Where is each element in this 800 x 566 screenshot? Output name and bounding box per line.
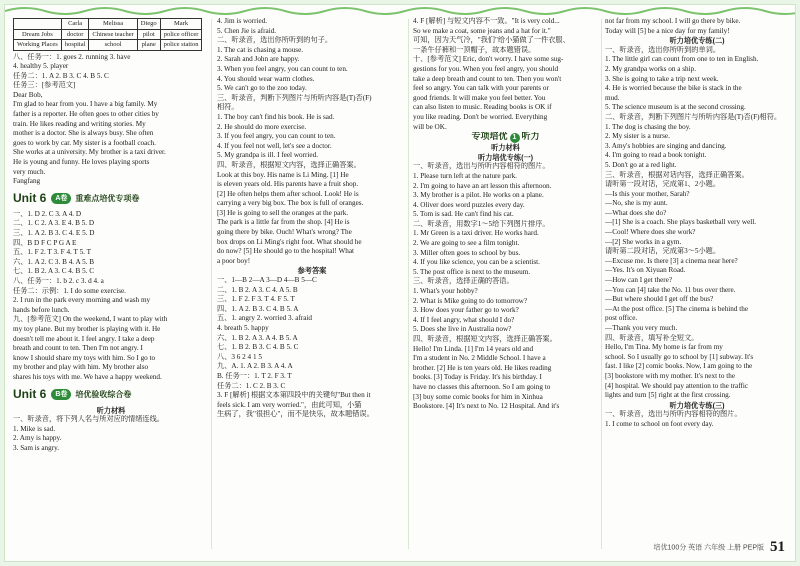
column-3: 4. F [解析] 与短文内容不一致。"It is very cold... So we make a coat, some jeans and a hat for it." 可知，因为天气冷，"我们"给小猫做了一件衣服、 一条牛仔裤和一顶帽子，故本题错误。 十、[参考范文] Eric, don't worry. I have some sug- gestions for you. When you feel angry, you should take a deep breath and count to ten. Then you won't feel so angry. You can talk with your parents or good friends. It will make you feel better. You can also listen to music. Reading books is OK if you like reading. Don't be worried. Everything will be OK. 专项培优 1 听力 听力材料 听力培优专练(一) 一、听录音，选出与所听内容相符的图片。 1. Please turn left at the nature park. 2. I'm going to have an art lesson this afternoon. 3. My brother is a pilot. He works on a plane. 4. Oliver does word puzzles every day. 5. Tom is sad. He can't find his cat. 二、听录音，用数字1～5给下列图片排序。 1. Mr Green is a taxi driver. He works hard. 2. We are going to see a film tonight. 3. Miller often goes to school by bus. 4. If you like science, you can be a scientist. 5. The post office is next to the museum. 三、听录音，选择正确的答语。 1. What's your hobby? 2. What is Mike going to do tomorrow? 3. How does your father go to work? 4. If I feel angry, what should I do? 5. Does she live in Australia now? 四、听录音，根据短文内容，选择正确答案。 Hello! I'm Linda. [1] I'm 14 years old and I'm a student in No. 2 Middle School. I have a brother. [2] He is ten years old. He likes reading books. [3] Today is Friday. It's his birthday. I have no classes this afternoon. So I am going to [3] buy some comic books for him in Xinhua Bookstore. [4] It's next to No. 12 Hospital. And it's	[413, 17, 598, 412]
column-2: 4. Jim is worried. 5. Chen Jie is afraid. 二、听录音，选出你所听到的句子。 1. The cat is chasing a mouse. 2. Sarah and John are happy. 3. When you feel angry, you can count to ten. 4. You should wear warm clothes. 5. We can't go to the zoo today. 三、听录音，判断下列图片与所听内容是(T)否(F) 相符。 1. The boy can't find his book. He is sad. 2. He should do more exercise. 3. If you feel angry, you can count to ten. 4. If you feel not well, let's see a doctor. 5. My grandpa is ill. I feel worried. 四、听录音，根据短文内容，选择正确答案。 Look at this boy. His name is Li Ming. [1] He is eleven years old. His parents have a fruit shop. [2] He often helps them after school. Look! He is carrying a very big box. The box is full of oranges. [3] He is going to sell the oranges at the park. The park is a little far from the shop. [4] He is going there by bike. Ouch! What's wrong? The box drops on Li Ming's right foot. What should he do now? [5] He should go to the hospital! What a poor boy! 参考答案 一、1—B 2—A 3—D 4—B 5—C 二、1. B 2. A 3. C 4. A 5. B 三、1. F 2. F 3. T 4. F 5. T 四、1. A 2. B 3. C 4. B 5. A 五、1. angry 2. worried 3. afraid 4. breath 5. happy 六、1. B 2. A 3. A 4. B 5. A 七、1. B 2. B 3. C 4. B 5. C 八、3 6 2 4 1 5 九、A. 1. A 2. B 3. A 4. A B. 任务一：1. T 2. F 3. T 任务二：1. C 2. B 3. C 3. F [解析] 根据文本第四段中的关键句"But then it feels sick. I am very worried."，由此可知，小猫 生病了，我"很担心"，而不是快乐，故本题错误。	[217, 17, 374, 419]
column-4: not far from my school. I will go there by bike. Today will [5] be a nice day for my family! 听力培优专练(二) 一、听录音，选出你所听到的单词。 1. The little girl can count from one to ten in English. 2. My grandpa works on a ship. 3. She is going to take a trip next week. 4. He is worried because the bike is stack in the mud. 5. The science museum is at the second crossing. 二、听录音，判断下列图片与所听内容是(T)否(F)相符。 1. The dog is chasing the boy. 2. My sister is a nurse. 3. Amy's hobbies are singing and dancing. 4. I'm going to read a book tonight. 5. Don't go at a red light. 三、听录音，根据对话内容，选择正确答案。 请听第一段对话，完成第1、2小题。 —Is this your mother, Sarah? —No, she is my aunt. —What does she do? —[1] She is a coach. She plays basketball very well. —Cool! Where does she work? —[2] She works in a gym. 请听第二段对话，完成第3～5小题。 —Excuse me. Is there [3] a cinema near here? —Yes. It's on Xiyuan Road. —How can I get there? —You can [4] take the No. 11 bus over there. —But where should I get off the bus? —At the post office. [5] The cinema is behind the post office. —Thank you very much. 四、听录音，填写补全短文。 Hello, I'm Tina. My home is far from my school. So I usually go to school by [1] subway. It's fast. I like [2] comic books. Now, I am going to the [3] bookstore with my mother. It's next to the [4] hospital. We should pay attention to the traffic lights and turn [5] right at the first crossing. 听力培优专练(三) 一、听录音，选出与所听内容相符的图片。 1. I come to school on foot every day.	[605, 17, 782, 428]
unit6-a-heading: Unit 6 A卷 重难点培优专项卷	[13, 191, 140, 206]
unit6-b-heading: Unit 6 B卷 培优验收综合卷	[13, 386, 132, 401]
answer-page	[4, 4, 796, 562]
special-training-heading: 专项培优 1 听力	[471, 132, 540, 142]
column-1: Carla Melissa Diego Mark Dream Jobs doctor Chinese teacher pilot police officer Working Places hospital school plane police station 八、任务一：1. goes 2. running 3. have 4. healthy 5. player 任务二：1. A 2. B 3. C 4. B 5. C 任务三：[参考范文] Dear Bob, I'm glad to hear from you. I have a big family. My father is a reporter. He often goes to other cities by train. He likes reading and writing stories. My mother is a doctor. She is always busy. She often goes to work by car. My sister is a football coach. She works at a university. My brother is a taxi driver. He is young and funny. He loves playing sports very much. Fangfang Unit 6 A卷 重难点培优专项卷 一、1. D 2. C 3. A 4. D 二、1. C 2. A 3. E 4. B 5. D 三、1. A 2. B 3. C 4. E 5. D 四、B D F C P G A E 五、1. F 2. T 3. F 4. T 5. T 六、1. A 2. C 3. B 4. A 5. B 七、1. B 2. A 3. C 4. B 5. C 八、任务一：1. b 2. c 3. d 4. a 任务二：示例：1. I do some exercise. 2. I run in the park every morning and wash my hands before lunch. 九、[参考范文] On the weekend, I want to play with my toy plane. But my brother is playing with it. He doesn't tell me about it. I feel angry. I take a deep breath and count to ten. Then I'm not angry. I know I should share my toys with him. So I go to my brother and play with him. My brother also shares his toys with me. We have a happy weekend. Unit 6 B卷 培优验收综合卷 听力材料 一、听录音，将下列人名与所对应的情绪连线。 1. Mike is sad. 2. Amy is happy. 3. Sam is angry.	[13, 17, 209, 453]
jobs-table: Carla Melissa Diego Mark Dream Jobs doctor Chinese teacher pilot police officer Working Places hospital school plane police station	[13, 18, 202, 51]
page-footer: 培优100分 英语 六年级 上册 PEP版 51	[653, 539, 785, 555]
